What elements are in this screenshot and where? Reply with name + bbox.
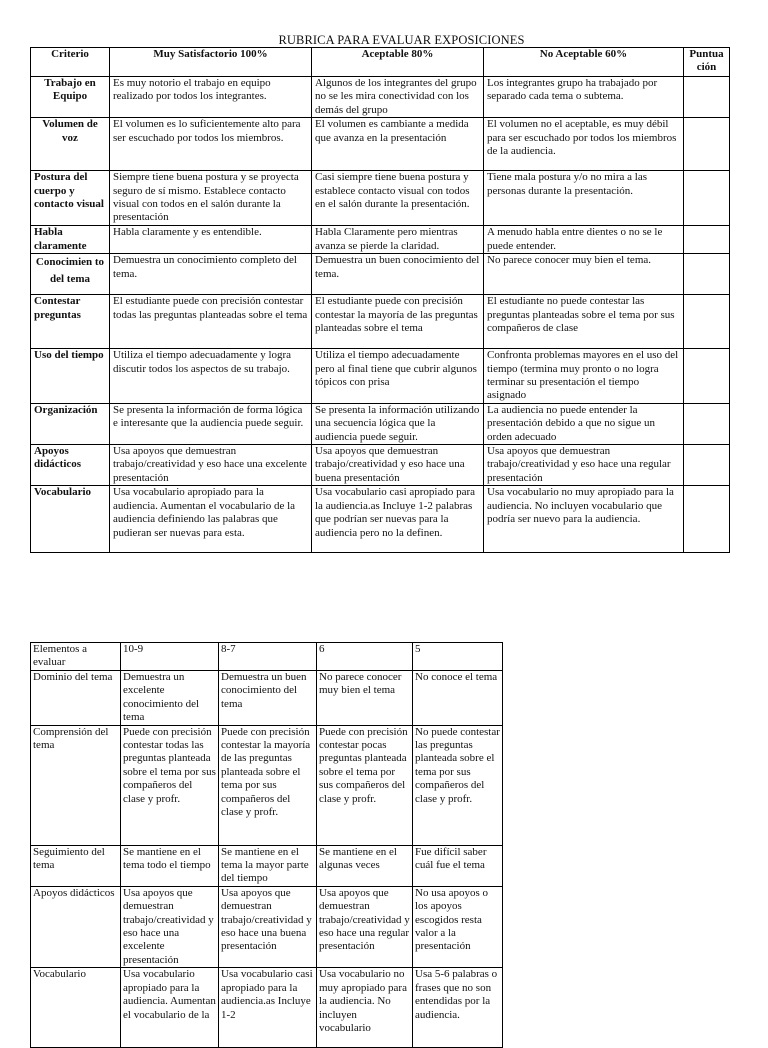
scale-table <box>30 642 503 1048</box>
muy-satisfactorio-cell: Usa apoyos que demuestran trabajo/creatividad y eso hace una excelente presentación <box>110 445 312 486</box>
score-6-cell: Se mantiene en el algunas veces <box>317 845 413 886</box>
score-6-cell: Usa vocabulario no muy apropiado para la audiencia. No incluyen vocabulario <box>317 968 413 1048</box>
puntuacion-cell <box>684 171 730 226</box>
aceptable-cell: Usa apoyos que demuestran trabajo/creatividad y eso hace una buena presentación <box>312 445 484 486</box>
elemento-cell: Seguimiento del tema <box>31 845 121 886</box>
score-6-cell: No parece conocer muy bien el tema <box>317 671 413 726</box>
puntuacion-cell <box>684 486 730 553</box>
muy-satisfactorio-cell: Demuestra un conocimiento completo del tema. <box>110 254 312 295</box>
aceptable-cell: Algunos de los integrantes del grupo no se les mira conectividad con los demás del grupo <box>312 77 484 118</box>
aceptable-cell: Utiliza el tiempo adecuadamente pero al final tiene que cubrir algunos tópicos con prisa <box>312 349 484 404</box>
header-6: 6 <box>317 643 413 671</box>
aceptable-cell: Usa vocabulario casi apropiado para la audiencia.as Incluye 1-2 palabras que podrían ser nuevas para la audiencia pero no la definen. <box>312 486 484 553</box>
table-row <box>31 77 730 118</box>
no-aceptable-cell: Usa vocabulario no muy apropiado para la audiencia. No incluyen vocabulario que podría ser nuevo para la audiencia. <box>484 486 684 553</box>
table-row <box>31 725 503 845</box>
criterio-cell: Trabajo en Equipo <box>31 77 110 118</box>
score-8-7-cell: Usa apoyos que demuestran trabajo/creatividad y eso hace una buena presentación <box>219 886 317 967</box>
aceptable-cell: Habla Claramente pero mientras avanza se pierde la claridad. <box>312 226 484 254</box>
elemento-cell: Vocabulario <box>31 968 121 1048</box>
puntuacion-cell <box>684 445 730 486</box>
document-title: RUBRICA PARA EVALUAR EXPOSICIONES <box>278 33 525 47</box>
aceptable-cell: Se presenta la información utilizando una secuencia lógica que la audiencia puede seguir. <box>312 403 484 444</box>
aceptable-cell: Casi siempre tiene buena postura y establece contacto visual con todos en el salón durante la presentación. <box>312 171 484 226</box>
no-aceptable-cell: No parece conocer muy bien el tema. <box>484 254 684 295</box>
muy-satisfactorio-cell: Usa vocabulario apropiado para la audiencia. Aumentan el vocabulario de la audiencia definiendo las palabras que pudieran ser nuevas para esta. <box>110 486 312 553</box>
header-aceptable: Aceptable 80% <box>312 48 484 77</box>
criterio-cell: Vocabulario <box>31 486 110 553</box>
no-aceptable-cell: Usa apoyos que demuestran trabajo/creatividad y eso hace una regular presentación <box>484 445 684 486</box>
header-5: 5 <box>413 643 503 671</box>
no-aceptable-cell: El estudiante no puede contestar las preguntas planteadas sobre el tema por sus compañeros de clase <box>484 295 684 349</box>
score-10-9-cell: Usa apoyos que demuestran trabajo/creatividad y eso hace una excelente presentación <box>121 886 219 967</box>
score-8-7-cell: Usa vocabulario casi apropiado para la audiencia.as Incluye 1-2 <box>219 968 317 1048</box>
no-aceptable-cell: Confronta problemas mayores en el uso del tiempo (termina muy pronto o no logra terminar su presentación el tiempo asignado <box>484 349 684 404</box>
criterio-cell: Volumen de voz <box>31 118 110 171</box>
muy-satisfactorio-cell: Siempre tiene buena postura y se proyecta seguro de sí mismo. Establece contacto visual con todos en el salón durante la presentación <box>110 171 312 226</box>
muy-satisfactorio-cell: Habla claramente y es entendible. <box>110 226 312 254</box>
table-row <box>31 886 503 967</box>
header-no-aceptable: No Aceptable 60% <box>484 48 684 77</box>
header-10-9: 10-9 <box>121 643 219 671</box>
rubric-table <box>30 47 730 553</box>
score-5-cell: No conoce el tema <box>413 671 503 726</box>
muy-satisfactorio-cell: Es muy notorio el trabajo en equipo realizado por todos los integrantes. <box>110 77 312 118</box>
score-8-7-cell: Se mantiene en el tema la mayor parte del tiempo <box>219 845 317 886</box>
criterio-cell: Organización <box>31 403 110 444</box>
header-muy-satisfactorio: Muy Satisfactorio 100% <box>110 48 312 77</box>
aceptable-cell: Demuestra un buen conocimiento del tema. <box>312 254 484 295</box>
table-row <box>31 845 503 886</box>
table-row <box>31 445 730 486</box>
no-aceptable-cell: Los integrantes grupo ha trabajado por separado cada tema o subtema. <box>484 77 684 118</box>
score-10-9-cell: Se mantiene en el tema todo el tiempo <box>121 845 219 886</box>
muy-satisfactorio-cell: El estudiante puede con precisión contestar todas las preguntas planteadas sobre el tema <box>110 295 312 349</box>
rubric-header-row <box>31 48 730 77</box>
table-row <box>31 671 503 726</box>
no-aceptable-cell: Tiene mala postura y/o no mira a las personas durante la presentación. <box>484 171 684 226</box>
puntuacion-cell <box>684 226 730 254</box>
table-row <box>31 403 730 444</box>
table-row <box>31 349 730 404</box>
elemento-cell: Dominio del tema <box>31 671 121 726</box>
table-row <box>31 171 730 226</box>
scale-header-row <box>31 643 503 671</box>
criterio-cell: Conocimien to del tema <box>31 254 110 295</box>
score-6-cell: Puede con precisión contestar pocas preguntas planteada sobre el tema por sus compañeros del clase y profr. <box>317 725 413 845</box>
score-10-9-cell: Puede con precisión contestar todas las preguntas planteada sobre el tema por sus compañeros del clase y profr. <box>121 725 219 845</box>
score-5-cell: Usa 5-6 palabras o frases que no son entendidas por la audiencia. <box>413 968 503 1048</box>
puntuacion-cell <box>684 254 730 295</box>
puntuacion-cell <box>684 118 730 171</box>
puntuacion-cell <box>684 349 730 404</box>
header-puntuacion: Puntua ción <box>684 48 730 77</box>
elemento-cell: Apoyos didácticos <box>31 886 121 967</box>
table-row <box>31 226 730 254</box>
table-row <box>31 295 730 349</box>
elemento-cell: Comprensión del tema <box>31 725 121 845</box>
criterio-cell: Apoyos didácticos <box>31 445 110 486</box>
muy-satisfactorio-cell: Se presenta la información de forma lógica e interesante que la audiencia puede seguir. <box>110 403 312 444</box>
muy-satisfactorio-cell: El volumen es lo suficientemente alto para ser escuchado por todos los miembros. <box>110 118 312 171</box>
aceptable-cell: El estudiante puede con precisión contestar la mayoría de las preguntas planteadas sobre el tema <box>312 295 484 349</box>
criterio-cell: Habla claramente <box>31 226 110 254</box>
criterio-cell: Postura del cuerpo y contacto visual <box>31 171 110 226</box>
no-aceptable-cell: El volumen no el aceptable, es muy débil para ser escuchado por todos los miembros de la audiencia. <box>484 118 684 171</box>
no-aceptable-cell: A menudo habla entre dientes o no se le puede entender. <box>484 226 684 254</box>
score-5-cell: No puede contestar las preguntas planteada sobre el tema por sus compañeros del clase y profr. <box>413 725 503 845</box>
header-criterio: Criterio <box>31 48 110 77</box>
score-8-7-cell: Demuestra un buen conocimiento del tema <box>219 671 317 726</box>
puntuacion-cell <box>684 77 730 118</box>
header-8-7: 8-7 <box>219 643 317 671</box>
muy-satisfactorio-cell: Utiliza el tiempo adecuadamente y logra discutir todos los aspectos de su trabajo. <box>110 349 312 404</box>
criterio-cell: Contestar preguntas <box>31 295 110 349</box>
score-5-cell: No usa apoyos o los apoyos escogidos resta valor a la presentación <box>413 886 503 967</box>
criterio-cell: Uso del tiempo <box>31 349 110 404</box>
score-10-9-cell: Demuestra un excelente conocimiento del tema <box>121 671 219 726</box>
score-6-cell: Usa apoyos que demuestran trabajo/creatividad y eso hace una regular presentación <box>317 886 413 967</box>
no-aceptable-cell: La audiencia no puede entender la presentación debido a que no sigue un orden adecuado <box>484 403 684 444</box>
header-elementos: Elementos a evaluar <box>31 643 121 671</box>
table-row <box>31 118 730 171</box>
puntuacion-cell <box>684 403 730 444</box>
puntuacion-cell <box>684 295 730 349</box>
score-8-7-cell: Puede con precisión contestar la mayoría de las preguntas planteada sobre el tema por sus compañeros del clase y profr. <box>219 725 317 845</box>
aceptable-cell: El volumen es cambiante a medida que avanza en la presentación <box>312 118 484 171</box>
score-10-9-cell: Usa vocabulario apropiado para la audiencia. Aumentan el vocabulario de la <box>121 968 219 1048</box>
table-row <box>31 486 730 553</box>
score-5-cell: Fue difícil saber cuál fue el tema <box>413 845 503 886</box>
table-row <box>31 968 503 1048</box>
table-row <box>31 254 730 295</box>
